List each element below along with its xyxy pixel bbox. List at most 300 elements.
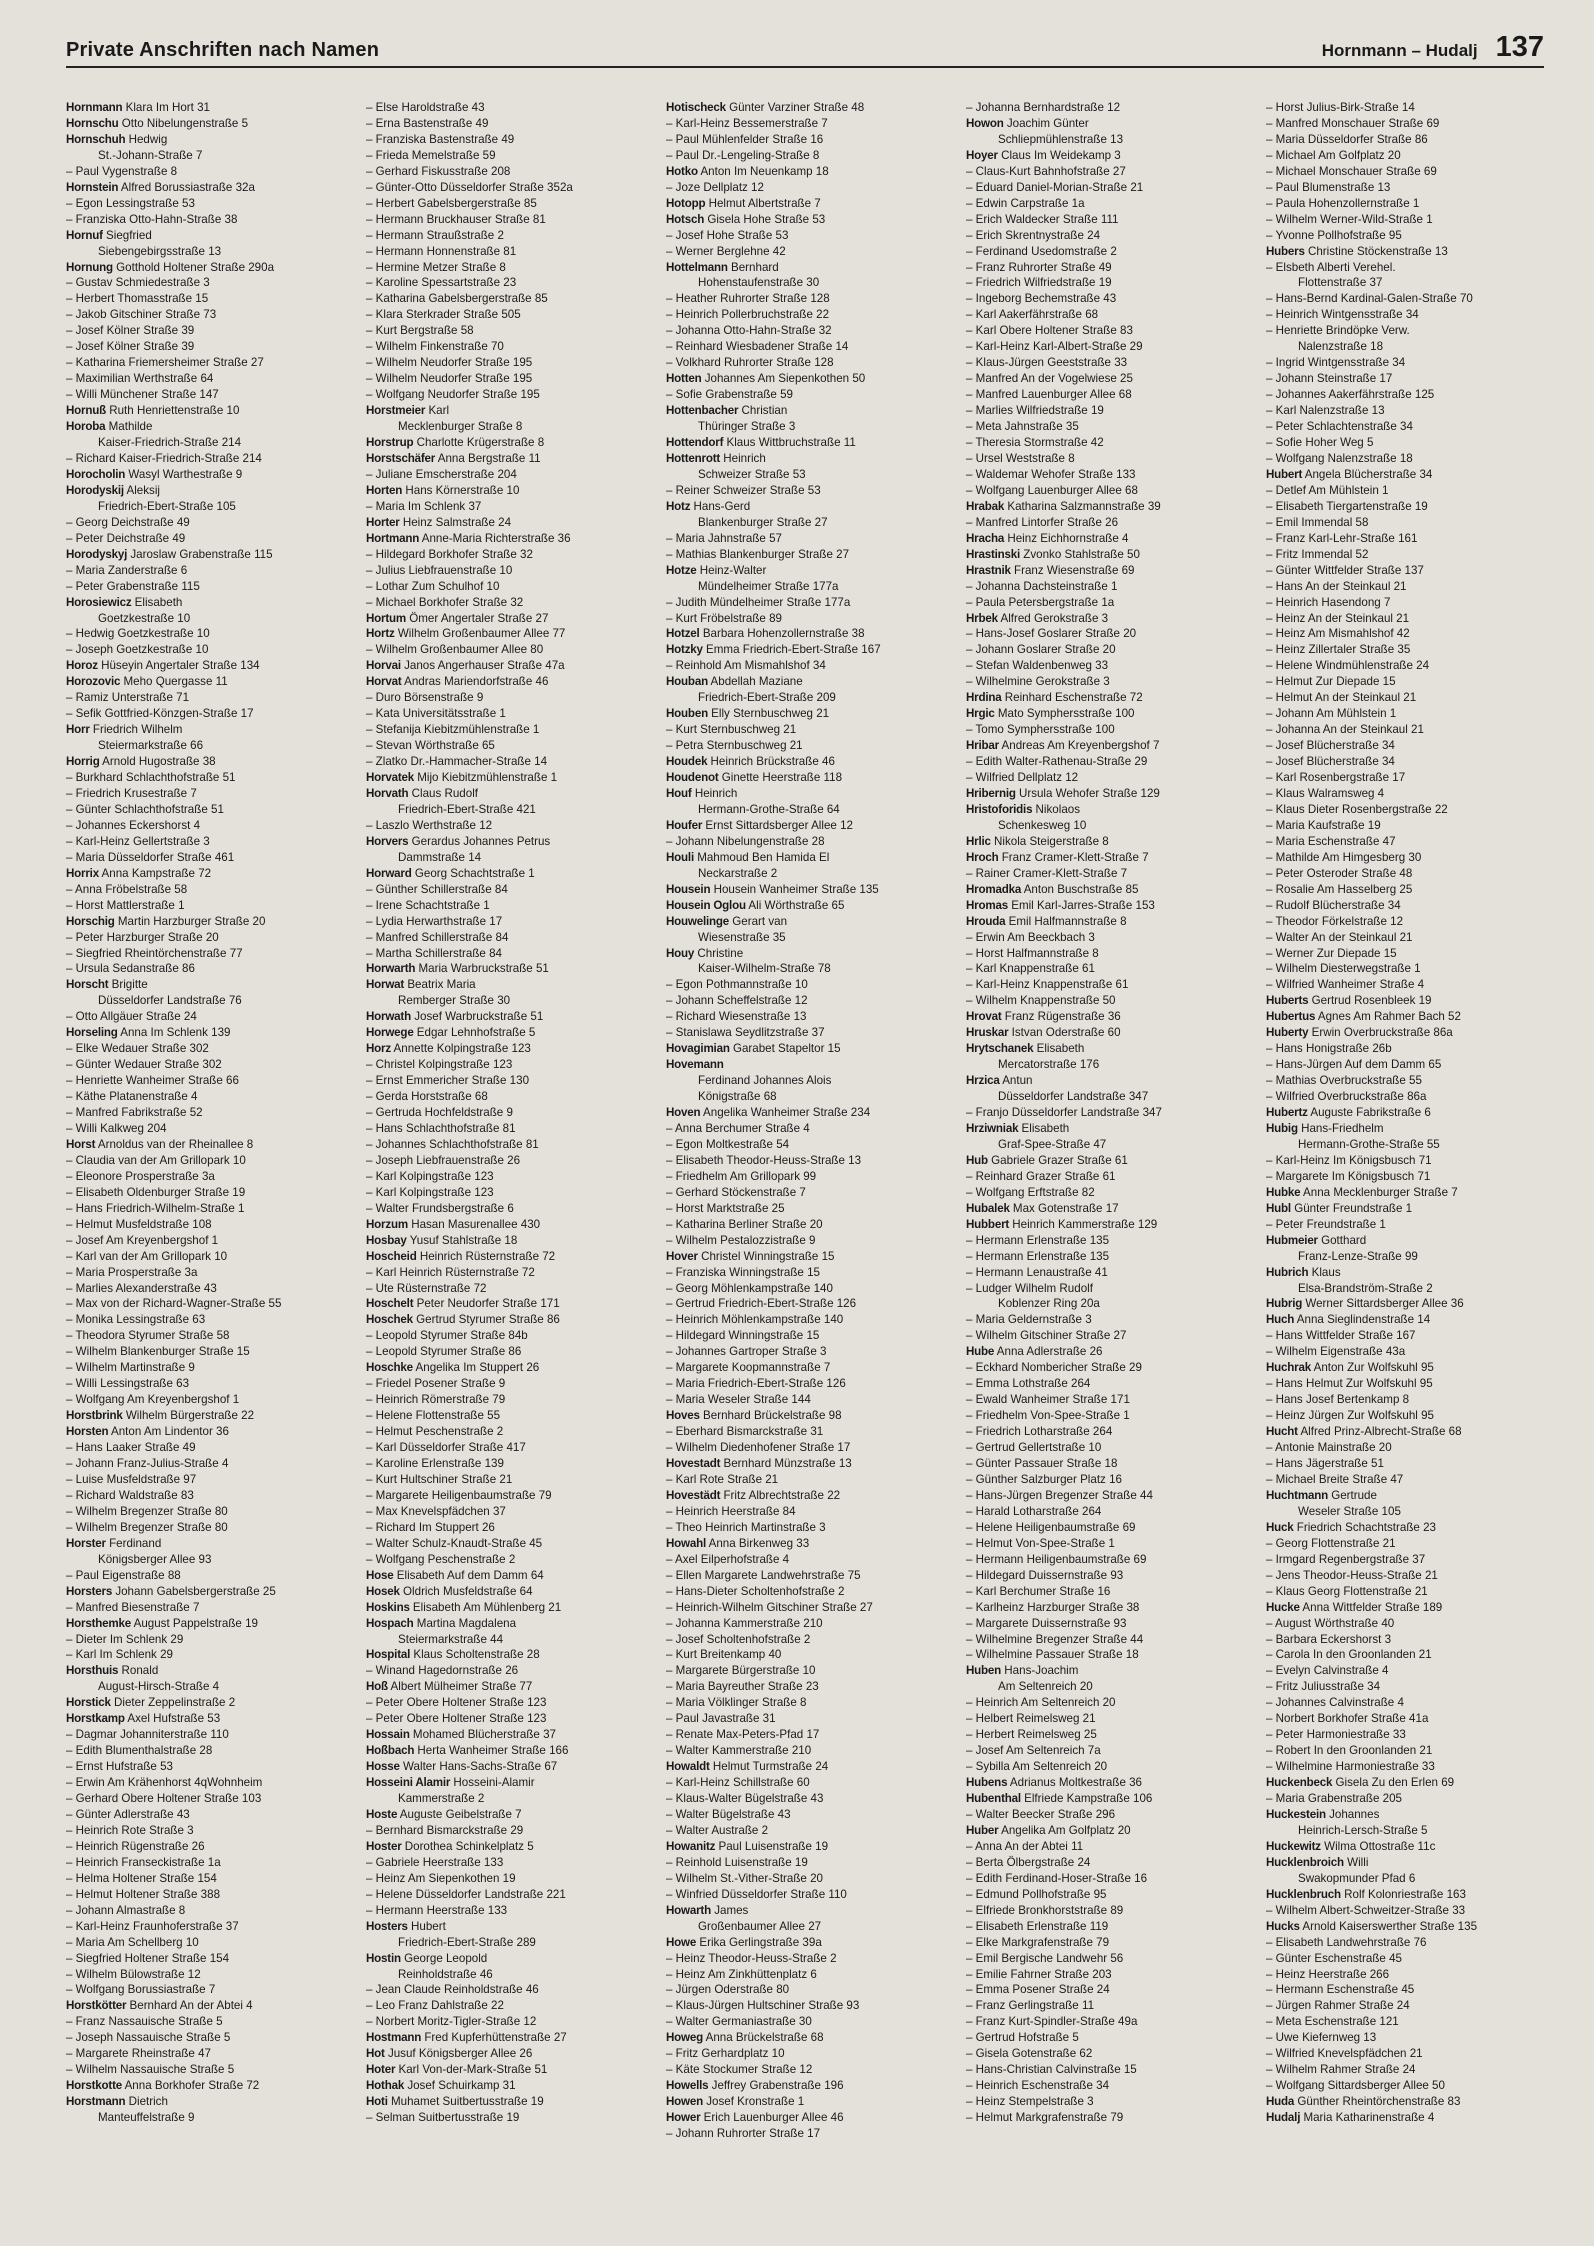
entry-text: – Eduard Daniel-Morian-Straße 21 bbox=[966, 180, 1144, 194]
directory-entry bbox=[966, 1998, 1250, 2014]
entry-text: Neckarstraße 2 bbox=[698, 866, 778, 880]
entry-text: – Karl Kolpingstraße 123 bbox=[366, 1169, 494, 1183]
entry-text: Johannes Am Siepenkothen 50 bbox=[701, 372, 866, 386]
entry-text: – Hildegard Duissernstraße 93 bbox=[966, 1568, 1124, 1582]
entry-surname: Hubig bbox=[1266, 1122, 1298, 1135]
entry-text: – Karl Kolpingstraße 123 bbox=[366, 1185, 494, 1199]
directory-entry bbox=[366, 1009, 650, 1025]
directory-entry bbox=[666, 2078, 950, 2094]
directory-entry bbox=[66, 1169, 350, 1185]
entry-text: Hubert bbox=[407, 1919, 446, 1933]
entry-text: – Kurt Bergstraße 58 bbox=[366, 324, 474, 338]
directory-entry bbox=[666, 1440, 950, 1456]
entry-text: Franz Wiesenstraße 69 bbox=[1010, 563, 1135, 577]
directory-entry bbox=[666, 1600, 950, 1616]
directory-entry bbox=[666, 1935, 950, 1951]
entry-surname: Hoter bbox=[366, 2063, 396, 2077]
directory-entry bbox=[1266, 722, 1550, 738]
directory-entry bbox=[66, 228, 350, 244]
entry-text: – Walter Bügelstraße 43 bbox=[666, 1807, 791, 1821]
entry-text: – Richard Im Stuppert 26 bbox=[366, 1520, 495, 1534]
directory-entry bbox=[666, 1679, 950, 1695]
directory-entry bbox=[666, 738, 950, 754]
directory-entry bbox=[366, 993, 650, 1009]
directory-entry bbox=[666, 1169, 950, 1185]
entry-text: – Karl Obere Holtener Straße 83 bbox=[966, 324, 1133, 338]
entry-text: – Maria Am Schellberg 10 bbox=[66, 1935, 199, 1949]
directory-entry bbox=[366, 642, 650, 658]
entry-text: Mercatorstraße 176 bbox=[998, 1058, 1100, 1072]
entry-text: – August Wörthstraße 40 bbox=[1266, 1616, 1395, 1630]
directory-entry bbox=[666, 244, 950, 260]
entry-text: – Franziska Bastenstraße 49 bbox=[366, 132, 515, 146]
directory-entry bbox=[66, 818, 350, 834]
directory-entry bbox=[966, 1823, 1250, 1839]
entry-text: – Joseph Goetzkestraße 10 bbox=[66, 643, 209, 657]
directory-entry bbox=[366, 1903, 650, 1919]
entry-text: – Walter Germaniastraße 30 bbox=[666, 2015, 812, 2029]
directory-entry bbox=[366, 818, 650, 834]
entry-text: Mahmoud Ben Hamida El bbox=[693, 850, 830, 864]
entry-text: Angelika Wanheimer Straße 234 bbox=[700, 1106, 871, 1120]
entry-text: Steiermarkstraße 44 bbox=[398, 1632, 504, 1646]
entry-text: Helmut Turmstraße 24 bbox=[709, 1760, 829, 1774]
directory-entry bbox=[966, 1632, 1250, 1648]
directory-entry bbox=[1266, 2062, 1550, 2078]
directory-entry bbox=[966, 291, 1250, 307]
entry-text: – Elisabeth Tiergartenstraße 19 bbox=[1266, 499, 1428, 513]
entry-text: – Helene Windmühlenstraße 24 bbox=[1266, 659, 1430, 673]
entry-text: – Willi Lessingstraße 63 bbox=[66, 1377, 190, 1391]
entry-text: – Heinrich Heerstraße 84 bbox=[666, 1504, 796, 1518]
entry-text: Wilhelm Bürgerstraße 22 bbox=[122, 1409, 255, 1423]
directory-entry bbox=[66, 1392, 350, 1408]
entry-surname: Hrdina bbox=[966, 691, 1002, 705]
directory-entry bbox=[66, 1344, 350, 1360]
directory-entry bbox=[666, 2094, 950, 2110]
entry-text: – Helmut Peschenstraße 2 bbox=[366, 1425, 504, 1439]
entry-text: – Wilhelm Blankenburger Straße 15 bbox=[66, 1345, 250, 1359]
directory-entry bbox=[666, 914, 950, 930]
entry-surname: Hribar bbox=[966, 739, 999, 753]
directory-entry bbox=[666, 1344, 950, 1360]
directory-entry bbox=[66, 1424, 350, 1440]
directory-entry bbox=[966, 977, 1250, 993]
directory-entry bbox=[966, 1807, 1250, 1823]
directory-entry bbox=[1266, 1328, 1550, 1344]
entry-surname: Horscht bbox=[66, 978, 109, 992]
entry-surname: Hornstein bbox=[66, 180, 119, 194]
directory-entry bbox=[366, 244, 650, 260]
directory-entry bbox=[1266, 611, 1550, 627]
entry-text: Thüringer Straße 3 bbox=[698, 420, 796, 434]
entry-text: – Maximilian Werthstraße 64 bbox=[66, 372, 214, 386]
entry-surname: Hosek bbox=[366, 1584, 400, 1598]
entry-text: – Franz Karl-Lehr-Straße 161 bbox=[1266, 531, 1418, 545]
entry-text: – Sefik Gottfried-Könzgen-Straße 17 bbox=[66, 707, 254, 721]
directory-entry bbox=[966, 1025, 1250, 1041]
entry-text: – Elisabeth Landwehrstraße 76 bbox=[1266, 1935, 1427, 1949]
directory-entry bbox=[666, 196, 950, 212]
directory-entry bbox=[666, 1743, 950, 1759]
directory-entry bbox=[366, 1887, 650, 1903]
entry-text: Anna Im Schlenk 139 bbox=[117, 1026, 231, 1040]
directory-entry bbox=[666, 100, 950, 116]
entry-text: – Eckhard Nombericher Straße 29 bbox=[966, 1361, 1142, 1375]
entry-text: – Herbert Thomasstraße 15 bbox=[66, 292, 209, 306]
directory-entry bbox=[966, 1201, 1250, 1217]
entry-text: – Wilhelmine Harmoniestraße 33 bbox=[1266, 1760, 1435, 1774]
entry-text: Heinrich bbox=[720, 451, 766, 465]
directory-entry bbox=[1266, 1982, 1550, 1998]
directory-entry bbox=[966, 706, 1250, 722]
directory-entry bbox=[1266, 579, 1550, 595]
directory-entry bbox=[1266, 1871, 1550, 1887]
entry-text: – Maria Düsseldorfer Straße 86 bbox=[1266, 132, 1428, 146]
entry-text: – Helmut Zur Diepade 15 bbox=[1266, 675, 1396, 689]
entry-text: Auguste Geibelstraße 7 bbox=[397, 1807, 522, 1821]
directory-entry bbox=[666, 2014, 950, 2030]
directory-entry bbox=[366, 1185, 650, 1201]
entry-surname: Horozovic bbox=[66, 675, 121, 689]
directory-entry bbox=[366, 1440, 650, 1456]
entry-text: Kammerstraße 2 bbox=[398, 1792, 485, 1806]
directory-entry bbox=[966, 1296, 1250, 1312]
entry-text: Johannes bbox=[1325, 1807, 1380, 1821]
entry-text: Ali Wörthstraße 65 bbox=[745, 898, 845, 912]
entry-surname: Hrabak bbox=[966, 499, 1005, 513]
directory-entry bbox=[66, 1296, 350, 1312]
entry-text: – Yvonne Pollhofstraße 95 bbox=[1266, 228, 1402, 242]
directory-entry bbox=[966, 1392, 1250, 1408]
entry-text: Georg Schachtstraße 1 bbox=[411, 866, 535, 880]
entry-text: – Günter Wedauer Straße 302 bbox=[66, 1058, 222, 1072]
directory-entry bbox=[366, 100, 650, 116]
directory-entry bbox=[66, 1616, 350, 1632]
directory-entry bbox=[966, 1951, 1250, 1967]
entry-surname: Huda bbox=[1266, 2095, 1295, 2109]
entry-text: – Dieter Im Schlenk 29 bbox=[66, 1632, 184, 1646]
entry-text: Angela Blücherstraße 34 bbox=[1302, 467, 1433, 481]
entry-text: – Maria Weseler Straße 144 bbox=[666, 1393, 811, 1407]
entry-text: – Theodor Förkelstraße 12 bbox=[1266, 914, 1404, 928]
directory-entry bbox=[666, 1041, 950, 1057]
entry-text: – Helmut Von-Spee-Straße 1 bbox=[966, 1536, 1115, 1550]
entry-surname: Hospach bbox=[366, 1616, 414, 1630]
directory-entry bbox=[1266, 1137, 1550, 1153]
directory-entry bbox=[966, 1137, 1250, 1153]
directory-entry bbox=[66, 435, 350, 451]
directory-entry bbox=[66, 260, 350, 276]
entry-surname: Hotze bbox=[666, 563, 697, 577]
entry-surname: Hub bbox=[966, 1153, 988, 1167]
directory-entry bbox=[366, 1233, 650, 1249]
directory-entry bbox=[1266, 674, 1550, 690]
directory-entry bbox=[1266, 1265, 1550, 1281]
directory-entry bbox=[1266, 1121, 1550, 1137]
entry-text: Manteuffelstraße 9 bbox=[98, 2111, 195, 2125]
directory-entry bbox=[966, 1903, 1250, 1919]
entry-text: – Reiner Schweizer Straße 53 bbox=[666, 483, 821, 497]
directory-entry bbox=[66, 658, 350, 674]
directory-entry bbox=[66, 1743, 350, 1759]
directory-entry bbox=[1266, 180, 1550, 196]
entry-text: – Wolfgang Sittardsberger Allee 50 bbox=[1266, 2079, 1445, 2093]
entry-text: Wasyl Warthestraße 9 bbox=[125, 467, 243, 481]
directory-entry bbox=[966, 2014, 1250, 2030]
directory-entry bbox=[666, 1647, 950, 1663]
entry-text: – Heinrich Wintgensstraße 34 bbox=[1266, 308, 1419, 322]
directory-entry bbox=[1266, 196, 1550, 212]
directory-entry bbox=[366, 419, 650, 435]
entry-text: – Lothar Zum Schulhof 10 bbox=[366, 579, 500, 593]
entry-text: – Maria Kaufstraße 19 bbox=[1266, 818, 1381, 832]
directory-entry bbox=[966, 1839, 1250, 1855]
entry-text: – Gertrud Gellertstraße 10 bbox=[966, 1441, 1102, 1455]
directory-entry bbox=[1266, 212, 1550, 228]
entry-surname: Hrastinski bbox=[966, 547, 1021, 561]
entry-surname: Hostin bbox=[366, 1951, 401, 1965]
entry-surname: Huchtmann bbox=[1266, 1488, 1328, 1502]
entry-text: Anna Kampstraße 72 bbox=[98, 866, 212, 880]
entry-surname: Hrastnik bbox=[966, 563, 1011, 577]
directory-entry bbox=[366, 1743, 650, 1759]
entry-surname: Houwelinge bbox=[666, 914, 730, 928]
entry-text: – Karl-Heinz Gellertstraße 3 bbox=[66, 834, 210, 848]
entry-text: – Meta Jahnstraße 35 bbox=[966, 420, 1079, 434]
directory-entry bbox=[966, 1073, 1250, 1089]
entry-text: – Günter Eschenstraße 45 bbox=[1266, 1951, 1402, 1965]
directory-entry bbox=[66, 339, 350, 355]
entry-text: Schenkesweg 10 bbox=[998, 818, 1087, 832]
entry-text: – Wilhelm Großenbaumer Allee 80 bbox=[366, 643, 544, 657]
entry-text: – Elisabeth Oldenburger Straße 19 bbox=[66, 1185, 246, 1199]
directory-entry bbox=[1266, 2094, 1550, 2110]
entry-text: Annette Kolpingstraße 123 bbox=[390, 1042, 531, 1056]
directory-entry bbox=[366, 770, 650, 786]
directory-entry bbox=[66, 914, 350, 930]
entry-surname: Hube bbox=[966, 1345, 995, 1359]
directory-entry bbox=[366, 1249, 650, 1265]
directory-entry bbox=[66, 738, 350, 754]
directory-entry bbox=[966, 116, 1250, 132]
directory-entry bbox=[66, 834, 350, 850]
entry-text: Maria Warbruckstraße 51 bbox=[415, 962, 549, 976]
directory-entry bbox=[966, 307, 1250, 323]
entry-text: Ruth Henriettenstraße 10 bbox=[106, 404, 240, 418]
directory-entry bbox=[366, 1919, 650, 1935]
directory-entry bbox=[966, 1249, 1250, 1265]
directory-entry bbox=[1266, 100, 1550, 116]
entry-text: – Leopold Styrumer Straße 86 bbox=[366, 1345, 522, 1359]
directory-entry bbox=[966, 1743, 1250, 1759]
directory-entry bbox=[666, 467, 950, 483]
entry-surname: Horrix bbox=[66, 866, 99, 880]
directory-entry bbox=[666, 148, 950, 164]
entry-text: – Wolfgang Erftstraße 82 bbox=[966, 1185, 1095, 1199]
directory-entry bbox=[66, 180, 350, 196]
directory-entry bbox=[66, 164, 350, 180]
directory-entry bbox=[1266, 339, 1550, 355]
entry-text: – Heinrich Rote Straße 3 bbox=[66, 1823, 194, 1837]
entry-surname: Horsten bbox=[66, 1425, 109, 1439]
entry-text: – Hans-Christian Calvinstraße 15 bbox=[966, 2063, 1137, 2077]
entry-text: Erika Gerlingstraße 39a bbox=[696, 1935, 822, 1949]
entry-text: Jeffrey Grabenstraße 196 bbox=[708, 2079, 844, 2093]
entry-text: – Hans Helmut Zur Wolfskuhl 95 bbox=[1266, 1377, 1433, 1391]
entry-text: – Gertrud Hofstraße 5 bbox=[966, 2031, 1079, 2045]
entry-text: – Günter Passauer Straße 18 bbox=[966, 1457, 1118, 1471]
directory-entry bbox=[666, 930, 950, 946]
entry-surname: Horwath bbox=[366, 1010, 411, 1024]
entry-text: – Wilhelm Finkenstraße 70 bbox=[366, 340, 504, 354]
directory-entry bbox=[666, 1711, 950, 1727]
entry-text: – Heinz Zillertaler Straße 35 bbox=[1266, 643, 1411, 657]
directory-entry bbox=[366, 1647, 650, 1663]
directory-entry bbox=[66, 1281, 350, 1297]
entry-text: Elfriede Kampstraße 106 bbox=[1020, 1792, 1153, 1806]
directory-entry bbox=[966, 2030, 1250, 2046]
entry-surname: Housein Oglou bbox=[666, 898, 746, 912]
entry-text: – Hans-Dieter Scholtenhofstraße 2 bbox=[666, 1584, 845, 1598]
entry-surname: Hoßbach bbox=[366, 1744, 415, 1758]
directory-entry bbox=[66, 977, 350, 993]
directory-entry bbox=[366, 882, 650, 898]
entry-text: Friedrich-Ebert-Straße 105 bbox=[98, 499, 236, 513]
entry-surname: Huber bbox=[966, 1823, 999, 1837]
entry-text: – Herbert Reimelsweg 25 bbox=[966, 1728, 1097, 1742]
directory-entry bbox=[66, 930, 350, 946]
entry-text: Janos Angerhauser Straße 47a bbox=[400, 659, 565, 673]
entry-text: – Walter Frundsbergstraße 6 bbox=[366, 1201, 514, 1215]
entry-text: Elisabeth bbox=[131, 595, 183, 609]
directory-entry bbox=[666, 595, 950, 611]
entry-surname: Hrgic bbox=[966, 707, 995, 721]
entry-text: Klaus Scholtenstraße 28 bbox=[410, 1648, 540, 1662]
entry-surname: Horstbrink bbox=[66, 1409, 123, 1423]
directory-entry bbox=[666, 882, 950, 898]
entry-surname: Horocholin bbox=[66, 467, 126, 481]
directory-entry bbox=[666, 834, 950, 850]
directory-entry bbox=[666, 323, 950, 339]
entry-surname: Horstmann bbox=[66, 2095, 126, 2109]
entry-text: Franz Cramer-Klett-Straße 7 bbox=[998, 850, 1149, 864]
directory-entry bbox=[366, 930, 650, 946]
entry-text: Brigitte bbox=[108, 978, 148, 992]
directory-entry bbox=[66, 850, 350, 866]
entry-text: – Erich Skrentnystraße 24 bbox=[966, 228, 1101, 242]
directory-entry bbox=[666, 1903, 950, 1919]
directory-entry bbox=[366, 1982, 650, 1998]
entry-surname: Hothak bbox=[366, 2079, 405, 2093]
entry-text: – Emil Bergische Landwehr 56 bbox=[966, 1951, 1124, 1965]
entry-surname: Hovestädt bbox=[666, 1488, 721, 1502]
entry-text: Friedrich Wilhelm bbox=[89, 723, 183, 737]
directory-entry bbox=[366, 802, 650, 818]
entry-text: – Wilhelm Rahmer Straße 24 bbox=[1266, 2063, 1416, 2077]
directory-entry bbox=[666, 1057, 950, 1073]
entry-surname: Huckestein bbox=[1266, 1807, 1326, 1821]
entry-surname: Horwat bbox=[366, 978, 405, 992]
entry-text: – Ingrid Wintgensstraße 34 bbox=[1266, 356, 1406, 370]
directory-entry bbox=[66, 642, 350, 658]
entry-text: – Mathias Overbruckstraße 55 bbox=[1266, 1074, 1422, 1088]
entry-text: – Reinhard Grazer Straße 61 bbox=[966, 1169, 1116, 1183]
directory-entry bbox=[366, 1951, 650, 1967]
entry-text: – Reinhold Luisenstraße 19 bbox=[666, 1855, 808, 1869]
directory-entry bbox=[966, 802, 1250, 818]
directory-entry bbox=[966, 403, 1250, 419]
entry-text: – Mathilde Am Himgesberg 30 bbox=[1266, 850, 1422, 864]
directory-entry bbox=[1266, 1488, 1550, 1504]
directory-entry bbox=[666, 116, 950, 132]
directory-entry bbox=[666, 626, 950, 642]
directory-entry bbox=[66, 515, 350, 531]
directory-entry bbox=[66, 1663, 350, 1679]
directory-entry bbox=[666, 611, 950, 627]
entry-text: – Manfred Lintorfer Straße 26 bbox=[966, 515, 1119, 529]
directory-entry bbox=[1266, 307, 1550, 323]
entry-text: Andras Mariendorfstraße 46 bbox=[401, 675, 549, 689]
directory-entry bbox=[66, 483, 350, 499]
directory-entry bbox=[1266, 1089, 1550, 1105]
directory-entry bbox=[366, 275, 650, 291]
directory-entry bbox=[66, 1600, 350, 1616]
directory-entry bbox=[66, 1041, 350, 1057]
entry-text: Anna Brückelstraße 68 bbox=[703, 2031, 824, 2045]
directory-entry bbox=[966, 1360, 1250, 1376]
directory-entry bbox=[366, 2078, 650, 2094]
directory-entry bbox=[666, 802, 950, 818]
entry-surname: Hrziwniak bbox=[966, 1122, 1019, 1135]
entry-text: Erwin Overbruckstraße 86a bbox=[1308, 1026, 1453, 1040]
directory-entry bbox=[666, 706, 950, 722]
entry-text: – Margarete Im Königsbusch 71 bbox=[1266, 1169, 1431, 1183]
entry-text: – Gertruda Hochfeldstraße 9 bbox=[366, 1106, 513, 1120]
entry-text: Willi bbox=[1343, 1855, 1369, 1869]
entry-surname: Hornuf bbox=[66, 228, 103, 242]
entry-surname: Hotko bbox=[666, 164, 698, 178]
entry-text: – Judith Mündelheimer Straße 177a bbox=[666, 595, 851, 609]
entry-text: – Edwin Carpstraße 1a bbox=[966, 196, 1085, 210]
entry-surname: Hoschek bbox=[366, 1313, 413, 1327]
directory-entry bbox=[966, 1312, 1250, 1328]
directory-entry bbox=[1266, 898, 1550, 914]
entry-text: – Günther Salzburger Platz 16 bbox=[966, 1472, 1122, 1486]
directory-entry bbox=[1266, 1727, 1550, 1743]
directory-entry bbox=[666, 403, 950, 419]
directory-entry bbox=[666, 1504, 950, 1520]
entry-text: Wiesenstraße 35 bbox=[698, 930, 786, 944]
directory-entry bbox=[366, 1057, 650, 1073]
entry-text: Gabriele Grazer Straße 61 bbox=[987, 1153, 1128, 1167]
entry-text: – Klaus Walramsweg 4 bbox=[1266, 786, 1385, 800]
directory-entry bbox=[366, 1424, 650, 1440]
directory-entry bbox=[366, 1759, 650, 1775]
directory-entry bbox=[966, 690, 1250, 706]
entry-text: – Maria Völklinger Straße 8 bbox=[666, 1696, 807, 1710]
entry-surname: Huberty bbox=[1266, 1026, 1309, 1040]
entry-surname: Hucht bbox=[1266, 1425, 1298, 1439]
directory-entry bbox=[966, 1376, 1250, 1392]
directory-entry bbox=[966, 674, 1250, 690]
directory-entry bbox=[666, 1009, 950, 1025]
directory-entry bbox=[966, 2110, 1250, 2126]
entry-text: – Johann Almastraße 8 bbox=[66, 1903, 186, 1917]
entry-text: Anne-Maria Richterstraße 36 bbox=[419, 531, 571, 545]
directory-entry bbox=[66, 1982, 350, 1998]
directory-entry bbox=[66, 1775, 350, 1791]
